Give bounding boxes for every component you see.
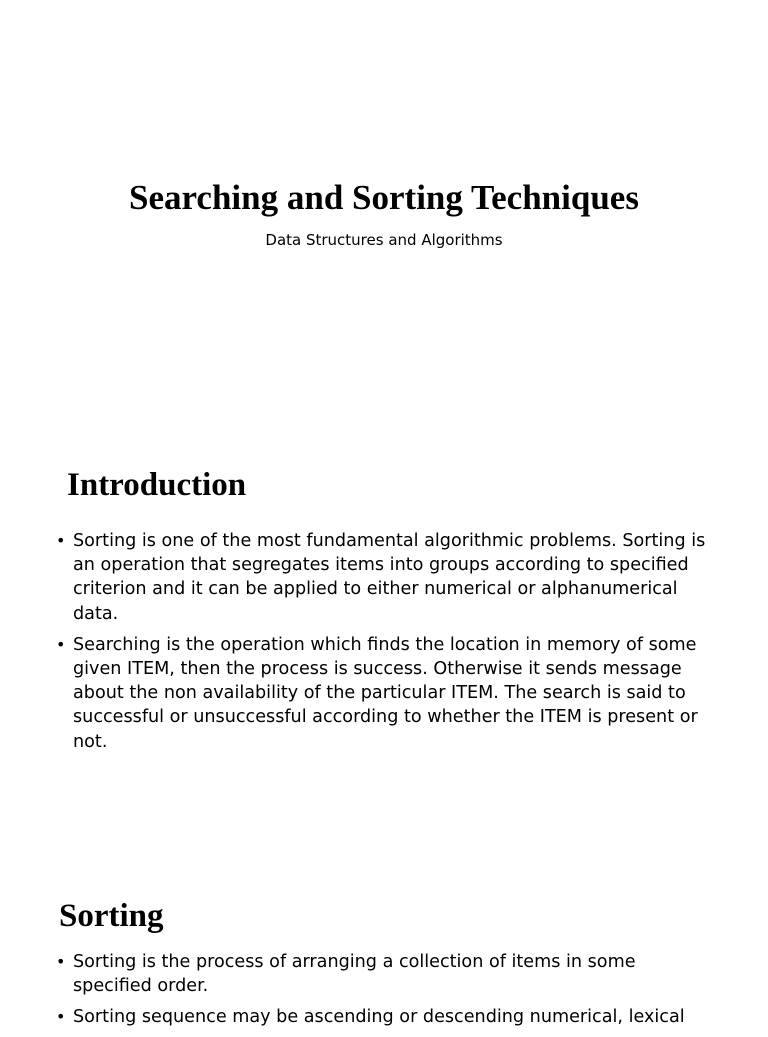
bullet-icon: •	[56, 1007, 66, 1027]
introduction-bullet-list	[56, 529, 710, 761]
introduction-heading: Introduction	[67, 467, 247, 503]
presentation-subtitle: Data Structures and Algorithms	[265, 231, 503, 249]
presentation-title: Searching and Sorting Techniques	[129, 178, 639, 217]
introduction-slide	[0, 440, 768, 880]
list-item	[56, 1005, 710, 1029]
bullet-icon: •	[56, 531, 66, 550]
bullet-text: Sorting is one of the most fundamental algorithmic problems. Sorting is an operation that segregates items into groups according to specified criterion and it can be applied to either numerical or alphanumerical data.	[73, 531, 706, 624]
sorting-slide	[0, 880, 768, 1028]
sorting-heading: Sorting	[59, 898, 164, 934]
list-item	[56, 633, 710, 754]
list-item	[56, 950, 710, 998]
bullet-icon: •	[56, 952, 66, 971]
bullet-text: Sorting is the process of arranging a collection of items in some specified order.	[73, 952, 636, 997]
bullet-text: Sorting sequence may be ascending or descending numerical, lexical	[73, 1007, 685, 1028]
title-slide	[0, 0, 768, 440]
bullet-icon: •	[56, 634, 66, 654]
bullet-text: Searching is the operation which finds the location in memory of some given ITEM, then the process is success. Otherwise it sends message about the non availability of the particular ITEM. The search is said to successful or unsuccessful according to whether the ITEM is present or not.	[73, 634, 698, 752]
list-item	[56, 529, 710, 626]
